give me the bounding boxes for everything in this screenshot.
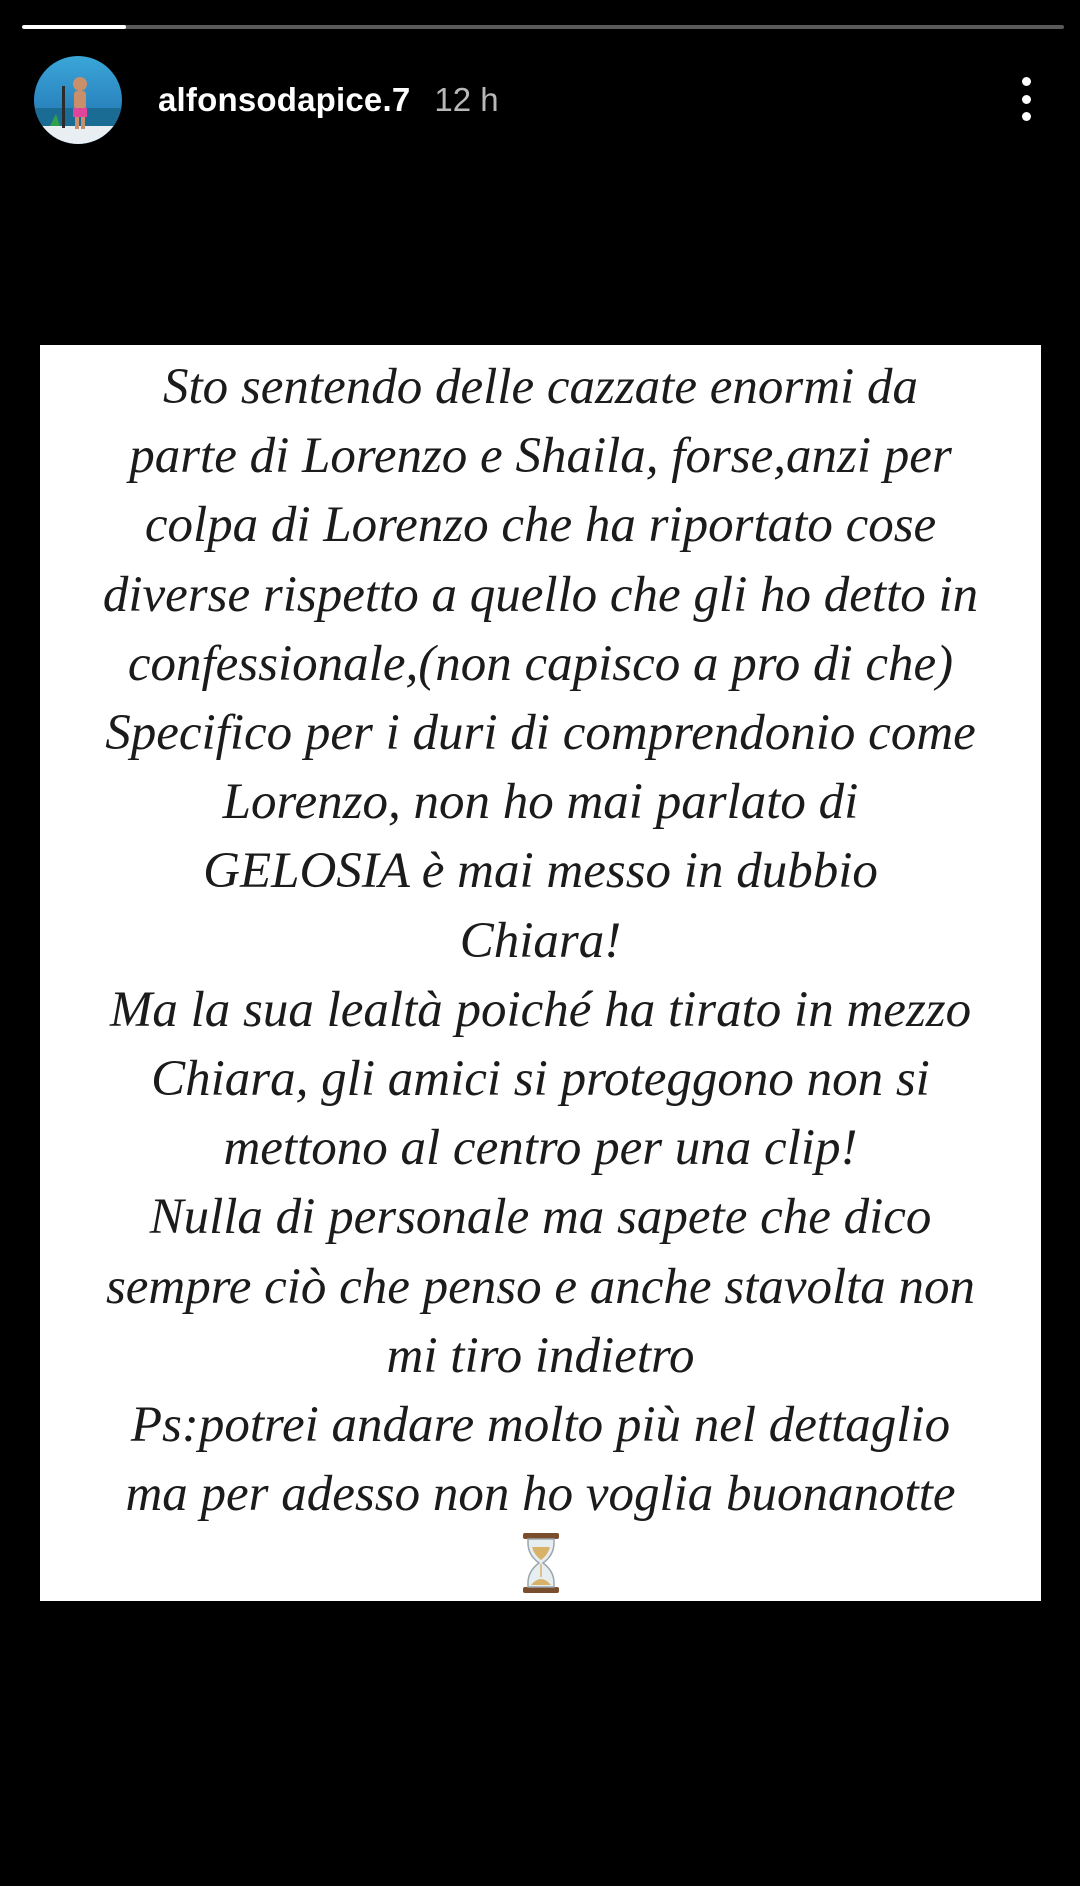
more-vertical-icon-dot: [1022, 95, 1031, 104]
story-progress-bar: [22, 25, 1064, 29]
story-line: parte di Lorenzo e Shaila, forse,anzi per: [129, 428, 952, 485]
more-options-button[interactable]: [1004, 69, 1048, 129]
story-line: mettono al centro per una clip!: [223, 1120, 858, 1177]
story-line: ma per adesso non ho voglia buonanotte: [125, 1466, 956, 1523]
story-line: GELOSIA è mai messo in dubbio: [203, 843, 878, 900]
profile-avatar-icon: [34, 56, 122, 144]
story-line: Ps:potrei andare molto più nel dettaglio: [130, 1397, 951, 1454]
username[interactable]: alfonsodapice.7: [158, 81, 411, 118]
story-progress-fill: [22, 25, 126, 29]
story-header: [34, 55, 1060, 145]
hourglass-wrapper: [54, 1533, 1027, 1593]
post-time: 12 h: [434, 81, 499, 118]
more-vertical-icon-dot: [1022, 77, 1031, 86]
story-text-card: [40, 345, 1041, 1601]
story-line: Lorenzo, non ho mai parlato di: [222, 774, 859, 831]
story-line: confessionale,(non capisco a pro di che): [127, 635, 954, 692]
story-line: sempre ciò che penso e anche stavolta non: [105, 1258, 976, 1315]
story-line: Ma la sua lealtà poiché ha tirato in mezzo: [109, 981, 972, 1038]
story-line: Sto sentendo delle cazzate enormi da: [163, 359, 918, 415]
story-line: Chiara, gli amici si proteggono non si: [151, 1051, 930, 1108]
story-line: Chiara!: [459, 912, 622, 969]
story-line: mi tiro indietro: [386, 1327, 695, 1384]
story-line: diverse rispetto a quello che gli ho detto in: [102, 566, 979, 623]
avatar[interactable]: [34, 56, 122, 144]
story-line: Nulla di personale ma sapete che dico: [149, 1189, 932, 1246]
hourglass-icon: [520, 1533, 562, 1593]
more-vertical-icon-dot: [1022, 112, 1031, 121]
story-line: Specifico per i duri di comprendonio come: [105, 705, 976, 762]
story-line: colpa di Lorenzo che ha riportato cose: [144, 497, 937, 554]
